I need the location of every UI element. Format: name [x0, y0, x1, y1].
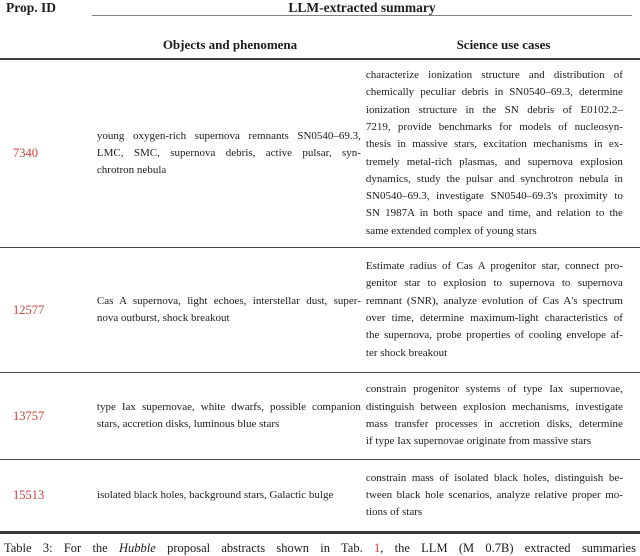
science-cell — [366, 258, 640, 362]
text-line: tions of stars — [365, 506, 423, 519]
science-text — [366, 258, 623, 362]
objects-text — [97, 128, 361, 180]
prop-id-cell — [0, 409, 89, 424]
table-row — [0, 373, 640, 460]
caption-text: proposal abstracts shown in Tab. — [155, 541, 374, 555]
text-line: characterize ionization structure and distribution of — [365, 69, 623, 82]
objects-text — [97, 399, 361, 434]
text-line: 7219, provide benchmarks for models of nucleosyn- — [365, 120, 623, 133]
text-line: dynamics, study the pulsar and synchrotron nebula in — [365, 172, 623, 185]
text-line: over time, determine maximum-light characteristics of — [365, 312, 623, 324]
text-line: young oxygen-rich supernova remnants SN0540–69.3, — [96, 129, 361, 142]
text-line: ionization structure in the SN debris of E0102.2– — [365, 103, 623, 116]
prop-id-cell — [0, 303, 89, 318]
text-line: constrain progenitor systems of type Iax supernovae, — [365, 383, 623, 396]
objects-text — [97, 293, 361, 328]
group-header-rule — [92, 15, 632, 16]
text-line: distinguish between explosion mechanisms, investigate — [365, 400, 623, 413]
objects-text — [97, 487, 361, 504]
text-line: Cas A supernova, light echoes, interstellar dust, super- — [96, 294, 361, 307]
column-header-prop-id: Prop. ID — [6, 0, 57, 15]
text-line: tween black hole scenarios, analyze relative proper mo- — [365, 488, 623, 501]
caption-text: , the LLM (M 0.7B) extracted summaries — [380, 541, 636, 555]
text-line: stars, accretion disks, luminous blue stars — [96, 418, 280, 430]
text-line: the supernova, probe properties of cooling envelope af- — [365, 329, 623, 342]
objects-cell — [89, 399, 361, 434]
prop-id-link[interactable]: 7340 — [13, 146, 38, 160]
caption-table-ref-link[interactable]: 1 — [374, 541, 381, 555]
text-line: constrain mass of isolated black holes, distinguish be- — [365, 471, 623, 484]
column-header-objects: Objects and phenomena — [162, 37, 298, 52]
caption-text: Table 3: For the — [4, 541, 119, 555]
text-line: chemically peculiar debris in SN0540–69.3, determine — [365, 86, 623, 99]
science-cell — [366, 67, 640, 240]
table-header — [0, 0, 640, 60]
prop-id-cell — [0, 146, 89, 161]
caption-text: Hubble — [119, 541, 156, 555]
science-cell — [366, 381, 640, 450]
science-text — [366, 470, 623, 522]
text-line: Estimate radius of Cas A progenitor star, connect pro- — [365, 260, 623, 273]
table-row — [0, 60, 640, 248]
text-line: ter shock breakout — [365, 346, 448, 359]
text-line: genitor star to explosion to supernova to supernova — [365, 277, 623, 290]
objects-cell — [89, 128, 361, 180]
text-line: SN 1987A in both space and time, and relation to the — [365, 207, 623, 220]
table-body — [0, 60, 640, 531]
science-text — [366, 67, 623, 240]
text-line: remnant (SNR), analyze evolution of Cas A's spectrum — [365, 294, 623, 307]
science-text — [366, 381, 623, 450]
text-line: isolated black holes, background stars, Galactic bulge — [96, 488, 334, 501]
objects-cell — [89, 487, 361, 504]
text-line: type Iax supernovae, white dwarfs, possible companion — [96, 400, 361, 413]
text-line: nova outburst, shock breakout — [96, 312, 230, 324]
objects-cell — [89, 293, 361, 328]
table-row — [0, 248, 640, 373]
text-line: tremely metal-rich plasmas, and supernova explosion — [365, 155, 623, 168]
prop-id-link[interactable]: 13757 — [13, 408, 45, 423]
text-line: mass transfer processes in accretion disks, determine — [365, 418, 623, 430]
column-header-science: Science use cases — [456, 37, 551, 52]
text-line: if type Iax supernovae originate from massive stars — [365, 435, 592, 448]
text-line: thesis in massive stars, excitation mechanisms in ex- — [365, 138, 623, 151]
prop-id-link[interactable]: 15513 — [13, 488, 45, 502]
text-line: same extended complex of young stars — [365, 224, 537, 237]
text-line: LMC, SMC, supernova debris, active pulsar, syn- — [96, 146, 361, 159]
table-row — [0, 460, 640, 531]
table-caption — [4, 541, 636, 556]
group-header-llm-summary: LLM-extracted summary — [288, 0, 436, 15]
text-line: chrotron nebula — [96, 164, 167, 177]
science-cell — [366, 470, 640, 522]
text-line: SN0540–69.3, investigate SN0540–69.3's proximity to — [365, 190, 623, 203]
prop-id-cell — [0, 488, 89, 503]
table-bottom-rule — [0, 531, 640, 534]
prop-id-link[interactable]: 12577 — [13, 302, 45, 317]
